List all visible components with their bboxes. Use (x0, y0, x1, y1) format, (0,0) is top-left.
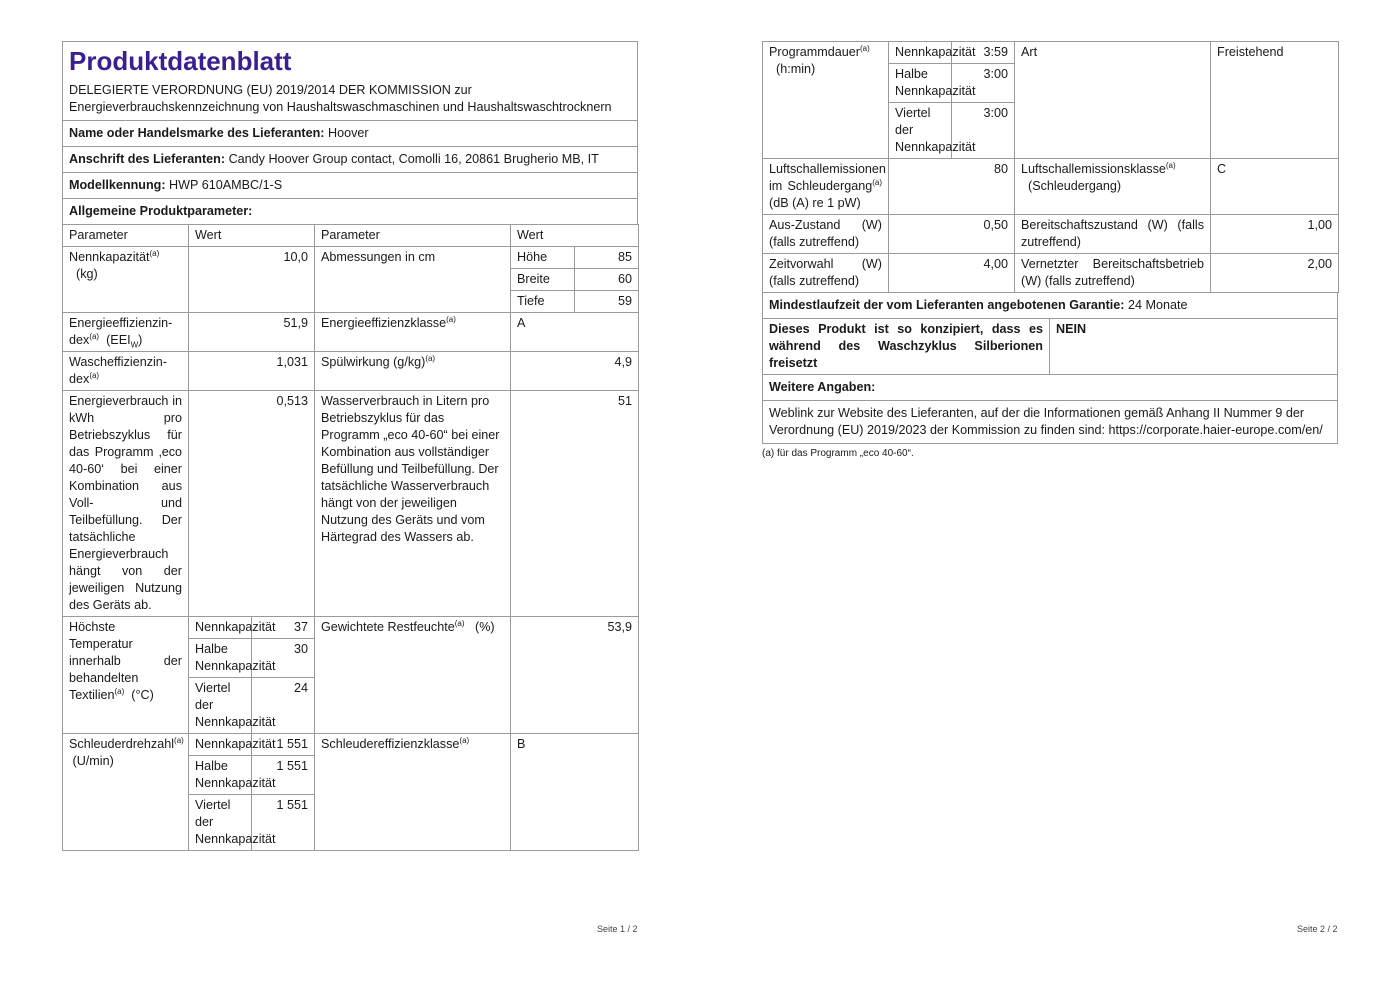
load-quarter-label: Viertel der Nennkapazität (189, 795, 252, 851)
spin-half-value: 1 551 (252, 756, 315, 795)
footnote-mark: (a) (89, 331, 100, 341)
delay-value: 4,00 (889, 254, 1015, 293)
footnote-mark: (a) (872, 177, 882, 187)
document-title: Produktdatenblatt (69, 46, 292, 76)
networked-label: Vernetzter Bereitschaftsbetrieb (W) (falls zutreffend) (1015, 254, 1211, 293)
spin-unit: (U/min) (72, 754, 114, 768)
width-label: Breite (511, 269, 575, 291)
water-value: 51 (511, 391, 639, 617)
standby-value: 1,00 (1211, 215, 1339, 254)
capacity-value: 10,0 (189, 247, 315, 313)
parameters-table (62, 224, 639, 851)
moisture-unit: (%) (475, 620, 495, 634)
address-value: Candy Hoover Group contact, Comolli 16, 20861 Brugherio MB, IT (228, 152, 599, 166)
address-label: Anschrift des Lieferanten: (69, 152, 226, 166)
spin-class-value: B (511, 734, 639, 851)
rinse-label: Spülwirkung (g/kg) (321, 355, 426, 369)
table-row (763, 159, 1339, 215)
temp-label: Höchste Temperatur innerhalb der behandelten Textilien (69, 620, 182, 702)
noise-unit: (dB (A) re 1 pW) (769, 196, 861, 210)
table-row (63, 352, 639, 391)
col-header-value-2: Wert (511, 225, 639, 247)
supplier-name-row (62, 121, 638, 147)
footnote-mark: (a) (446, 314, 456, 324)
footnote-mark: (a) (149, 248, 160, 258)
eclass-value: A (511, 313, 639, 352)
eei-label-cell (63, 313, 189, 352)
noise-class-label: Luftschallemissionsklasse (1021, 162, 1166, 176)
wash-label: Wascheffizienzin- (69, 355, 167, 369)
off-label: Aus-Zustand (W) (falls zutreffend) (763, 215, 889, 254)
height-label: Höhe (511, 247, 575, 269)
table-row (63, 391, 639, 617)
load-quarter-label: Viertel der Nennkapazität (189, 678, 252, 734)
eei-subscript: W (130, 340, 139, 350)
page-number-2: Seite 2 / 2 (1297, 924, 1338, 934)
spin-label-cell (63, 734, 189, 851)
footnote-mark: (a) (459, 735, 470, 745)
warranty-value: 24 Monate (1128, 298, 1188, 312)
eei-label: Energieeffizienzin- (69, 316, 173, 330)
noise-label: Luftschallemissionen im Schleudergang (769, 162, 886, 193)
eei-label-2: dex (69, 333, 90, 347)
load-half-label: Halbe Nennkapazität (889, 64, 952, 103)
eclass-label: Energieeffizienzklasse (321, 316, 447, 330)
table-row (63, 247, 639, 269)
noise-value: 80 (889, 159, 1015, 215)
supplier-name-value: Hoover (327, 126, 369, 140)
water-label: Wasserverbrauch in Litern pro Betriebszyklus für das Programm „eco 40-60“ bei einer Kombination aus vollständiger Befüllung und Teilbefüllung. Der tatsächliche Wasserverbrauch hängt von der jeweiligen Nutzung des Geräts und vom Härtegrad des Wassers ab. (315, 391, 511, 617)
duration-full-value: 3:59 (952, 42, 1015, 64)
col-header-value: Wert (189, 225, 315, 247)
model-row (62, 173, 638, 199)
temp-full-value: 37 (252, 617, 315, 639)
page-1 (62, 41, 638, 851)
temp-unit: (°C) (131, 688, 154, 702)
table-row (763, 254, 1339, 293)
moisture-value: 53,9 (511, 617, 639, 734)
standby-label: Bereitschaftszustand (W) (falls zutreffend) (1015, 215, 1211, 254)
table-row (63, 734, 639, 756)
page-number-1: Seite 1 / 2 (597, 924, 638, 934)
footnote: (a) für das Programm „eco 40-60“. (762, 448, 914, 459)
eei-abbrev: (EEI (106, 333, 131, 347)
silver-table (762, 319, 1338, 375)
spin-label: Schleuderdrehzahl (69, 737, 175, 751)
wash-label-2: dex (69, 372, 90, 386)
energy-value: 0,513 (189, 391, 315, 617)
general-params-label: Allgemeine Produktparameter: (69, 204, 253, 218)
supplier-address-row (62, 147, 638, 173)
duration-half-value: 3:00 (952, 64, 1015, 103)
spin-quarter-value: 1 551 (252, 795, 315, 851)
load-half-label: Halbe Nennkapazität (189, 756, 252, 795)
type-value: Freistehend (1211, 42, 1339, 159)
spin-class-label-cell (315, 734, 511, 851)
footnote-mark: (a) (174, 735, 184, 745)
noise-class-unit: (Schleudergang) (1028, 179, 1122, 193)
load-quarter-label: Viertel der Nennkapazität (889, 103, 952, 159)
height-value: 85 (575, 247, 639, 269)
energy-label: Energieverbrauch in kWh pro Betriebszyklus für das Programm ‚eco 40-60‘ bei einer Kombination aus Voll- und Teilbefüllung. Der tatsächliche Energieverbrauch hängt von der jeweiligen Nutzung des Geräts ab. (63, 391, 189, 617)
depth-value: 59 (575, 291, 639, 313)
temp-quarter-value: 24 (252, 678, 315, 734)
more-info-label: Weitere Angaben: (769, 380, 876, 394)
noise-class-value: C (1211, 159, 1339, 215)
eei-close: ) (138, 333, 143, 347)
off-value: 0,50 (889, 215, 1015, 254)
regulation-text: DELEGIERTE VERORDNUNG (EU) 2019/2014 DER KOMMISSION zur Energieverbrauchskennzeichnung von Haushaltswaschmaschinen und Haushaltswaschtrocknern (69, 83, 612, 114)
capacity-label-cell (63, 247, 189, 313)
duration-quarter-value: 3:00 (952, 103, 1015, 159)
duration-label: Programmdauer (769, 45, 860, 59)
footnote-mark: (a) (1165, 160, 1176, 170)
depth-label: Tiefe (511, 291, 575, 313)
temp-label-cell (63, 617, 189, 734)
supplier-name-label: Name oder Handelsmarke des Lieferanten: (69, 126, 325, 140)
warranty-label: Mindestlaufzeit der vom Lieferanten angebotenen Garantie: (769, 298, 1125, 312)
table-header-row (63, 225, 639, 247)
type-label: Art (1015, 42, 1211, 159)
noise-label-cell (763, 159, 889, 215)
capacity-label: Nennkapazität (69, 250, 150, 264)
model-label: Modellkennung: (69, 178, 166, 192)
moisture-label: Gewichtete Restfeuchte (321, 620, 455, 634)
table-row (63, 617, 639, 639)
col-header-parameter: Parameter (63, 225, 189, 247)
warranty-row (762, 293, 1338, 319)
more-info-row (762, 375, 1338, 401)
general-params-row (62, 199, 638, 225)
model-value: HWP 610AMBC/1-S (169, 178, 283, 192)
wash-label-cell (63, 352, 189, 391)
capacity-unit: (kg) (76, 267, 98, 281)
noise-class-label-cell (1015, 159, 1211, 215)
load-full-label: Nennkapazität (189, 617, 252, 639)
footnote-mark: (a) (89, 370, 100, 380)
silver-value: NEIN (1050, 319, 1338, 375)
networked-value: 2,00 (1211, 254, 1339, 293)
col-header-parameter-2: Parameter (315, 225, 511, 247)
moisture-label-cell (315, 617, 511, 734)
rinse-value: 4,9 (511, 352, 639, 391)
spin-full-value: 1 551 (252, 734, 315, 756)
header-block (62, 41, 638, 121)
wash-value: 1,031 (189, 352, 315, 391)
load-full-label: Nennkapazität (189, 734, 252, 756)
temp-half-value: 30 (252, 639, 315, 678)
footnote-mark: (a) (454, 618, 465, 628)
eclass-label-cell (315, 313, 511, 352)
footnote-mark: (a) (860, 43, 870, 53)
table-row (763, 319, 1338, 375)
page-2 (762, 41, 1338, 459)
eei-value: 51,9 (189, 313, 315, 352)
dimensions-label: Abmessungen in cm (315, 247, 511, 313)
weblink-text: Weblink zur Website des Lieferanten, auf der die Informationen gemäß Anhang II Nummer 9 der Verordnung (EU) 2019/2023 der Kommission zu finden sind: https://corporate.haier-europe.com/en/ (769, 406, 1323, 437)
table-row (763, 215, 1339, 254)
load-half-label: Halbe Nennkapazität (189, 639, 252, 678)
footnote-mark: (a) (114, 686, 125, 696)
delay-label: Zeitvorwahl (W) (falls zutreffend) (763, 254, 889, 293)
weblink-row (762, 401, 1338, 444)
spin-class-label: Schleudereffizienzklasse (321, 737, 460, 751)
duration-unit: (h:min) (776, 62, 816, 76)
width-value: 60 (575, 269, 639, 291)
footnote-mark: (a) (425, 353, 436, 363)
rinse-label-cell (315, 352, 511, 391)
silver-label: Dieses Produkt ist so konzipiert, dass es während des Waschzyklus Silberionen freisetzt (763, 319, 1050, 375)
table-row (63, 313, 639, 352)
parameters-table-2 (762, 41, 1339, 293)
duration-label-cell (763, 42, 889, 159)
load-full-label: Nennkapazität (889, 42, 952, 64)
table-row (763, 42, 1339, 64)
